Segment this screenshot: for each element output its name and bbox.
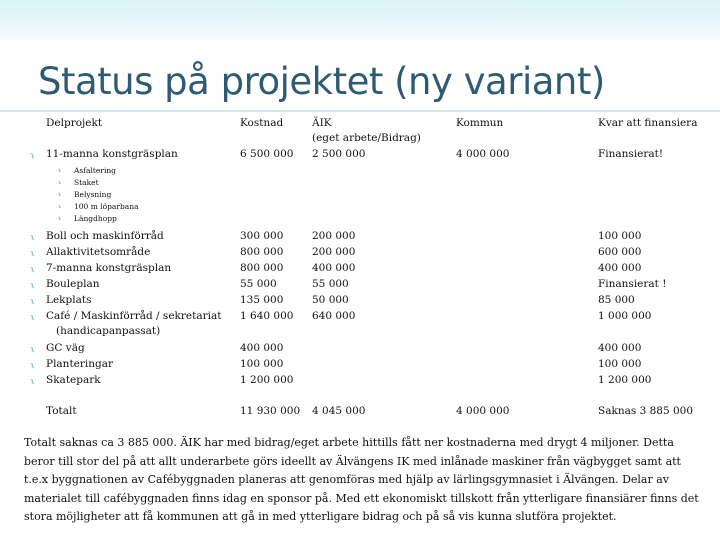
sub-item: Staket [74,178,99,187]
sub-item: Asfaltering [74,166,116,175]
row-kostnad: 300 000 [240,230,284,242]
ring-bullet-icon: ⸊ [30,153,35,163]
row-name: Planteringar [46,358,114,370]
slide-title: Status på projektet (ny variant) [38,60,605,103]
row-kostnad: 1 200 000 [240,374,294,386]
row-name: Café / Maskinförråd / sekretariat [46,310,222,322]
ring-bullet-icon: ⸊ [58,216,62,224]
header-aik-sub: (eget arbete/Bidrag) [312,132,421,144]
ring-bullet-icon: ⸊ [30,347,35,357]
ring-bullet-icon: ⸊ [58,192,62,200]
ring-bullet-icon: ⸊ [30,315,35,325]
header-delprojekt: Delprojekt [46,117,103,129]
header-gradient [0,0,720,40]
header-kostnad: Kostnad [240,117,284,129]
row-kvar: 600 000 [598,246,642,258]
row-kvar: 400 000 [598,342,642,354]
main-item-kvar: Finansierat! [598,148,664,160]
row-aik: 55 000 [312,278,349,290]
row-name: Boll och maskinförråd [46,230,164,242]
sub-item: Längdhopp [74,214,117,223]
row-kostnad: 135 000 [240,294,284,306]
main-item-kommun: 4 000 000 [456,148,510,160]
row-kostnad: 800 000 [240,262,284,274]
row-kvar: 100 000 [598,358,642,370]
sub-item: 100 m löparbana [74,202,139,211]
ring-bullet-icon: ⸊ [58,168,62,176]
row-aik: 200 000 [312,246,356,258]
row-name: Skatepark [46,374,101,386]
total-aik: 4 045 000 [312,405,366,417]
row-name: Lekplats [46,294,92,306]
row-name: 7-manna konstgräsplan [46,262,172,274]
ring-bullet-icon: ⸊ [30,267,35,277]
row-kostnad: 800 000 [240,246,284,258]
row-aik: 200 000 [312,230,356,242]
row-kvar: 400 000 [598,262,642,274]
total-kostnad: 11 930 000 [240,405,301,417]
title-divider [0,110,720,112]
row-kvar: 85 000 [598,294,635,306]
ring-bullet-icon: ⸊ [30,235,35,245]
row-kostnad: 1 640 000 [240,310,294,322]
ring-bullet-icon: ⸊ [58,204,62,212]
main-item-aik: 2 500 000 [312,148,366,160]
main-item-name: 11-manna konstgräsplan [46,148,178,160]
row-kostnad: 100 000 [240,358,284,370]
row-name: GC väg [46,342,85,354]
header-kvar: Kvar att finansiera [598,117,698,129]
total-label: Totalt [46,405,77,417]
row-name: Allaktivitetsområde [46,246,151,258]
ring-bullet-icon: ⸊ [30,283,35,293]
ring-bullet-icon: ⸊ [58,180,62,188]
header-kommun: Kommun [456,117,504,129]
ring-bullet-icon: ⸊ [30,299,35,309]
header-aik: ÄIK [312,117,332,129]
row-kvar: 1 200 000 [598,374,652,386]
sub-item: Belysning [74,190,112,199]
row-kvar: Finansierat ! [598,278,667,290]
total-kvar: Saknas 3 885 000 [598,405,694,417]
ring-bullet-icon: ⸊ [30,379,35,389]
row-kostnad: 55 000 [240,278,277,290]
row-kvar: 100 000 [598,230,642,242]
row-aik: 50 000 [312,294,349,306]
slide-header-band [0,0,720,52]
total-kommun: 4 000 000 [456,405,510,417]
ring-bullet-icon: ⸊ [30,251,35,261]
row-kostnad: 400 000 [240,342,284,354]
ring-bullet-icon: ⸊ [30,363,35,373]
summary-paragraph: Totalt saknas ca 3 885 000. ÄIK har med bidrag/eget arbete hittills fått ner kostnaderna med drygt 4 miljoner. Detta beror till stor del på att allt underarbete görs ideellt av Älvängens IK med inlånade maskiner från vägbygget samt att t.e.x byggnationen av Cafébyggnaden planeras att genomföras med hjälp av lärlingsgymnasiet i Älvängen. Delar av materialet till cafébyggnaden finns idag en sponsor på. Med ett ekonomiskt tillskott från ytterligare finansiärer finns det stora möjligheter att få kommunen att gå in med ytterligare bidrag och på så vis kunna slutföra projektet. [24,436,699,523]
main-item-kostnad: 6 500 000 [240,148,294,160]
row-aik: 400 000 [312,262,356,274]
row-kvar: 1 000 000 [598,310,652,322]
row-name: Bouleplan [46,278,100,290]
row-aik: 640 000 [312,310,356,322]
row-note: (handicapanpassat) [56,325,161,337]
